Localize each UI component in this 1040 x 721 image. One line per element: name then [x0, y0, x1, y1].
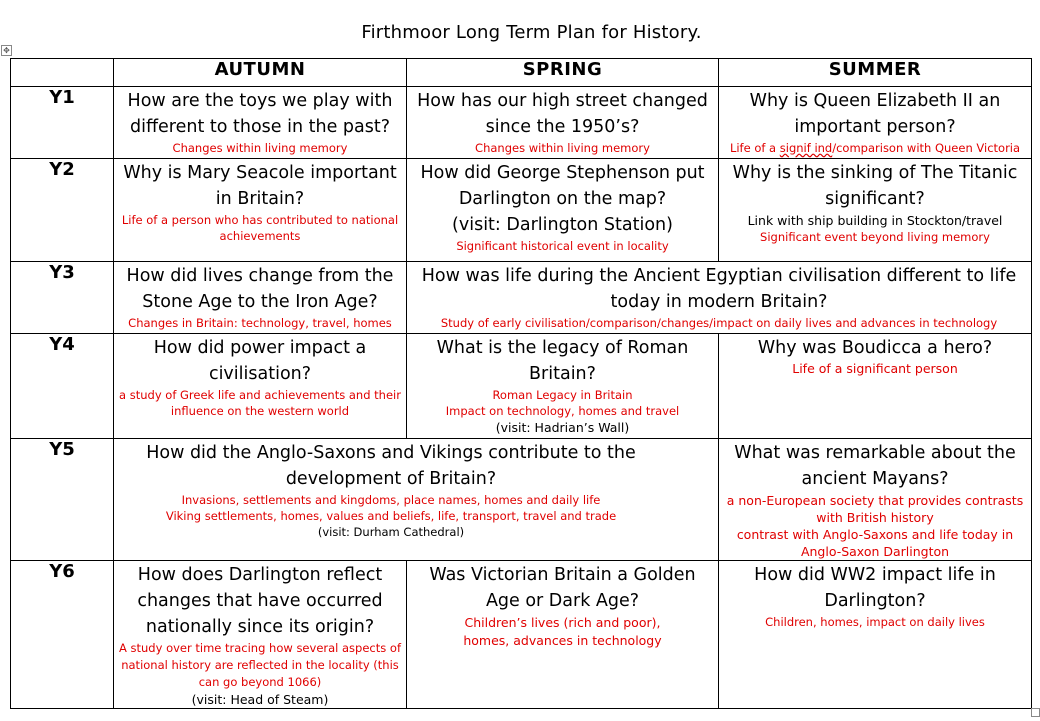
question: How does Darlington reflect changes that have occurred nationally since its origin? [137, 565, 383, 637]
table-row [11, 87, 1032, 159]
table-row [11, 561, 1032, 709]
question: How has our high street changed since the 1950’s? [417, 91, 708, 137]
note: a non-European society that provides contrasts with British history [726, 493, 1024, 525]
cell-y4-autumn [114, 334, 407, 439]
question: How are the toys we play with different to those in the past? [127, 91, 393, 137]
year-label: Y1 [11, 87, 114, 159]
note: Invasions, settlements and kingdoms, place names, homes and daily life [181, 493, 601, 507]
note: Children’s lives (rich and poor), homes, advances in technology [463, 615, 662, 648]
cell-y1-spring [407, 87, 719, 159]
cell-y4-summer [719, 334, 1032, 439]
spellcheck-flag: signif ind [779, 141, 833, 155]
cell-y5-summer [719, 439, 1032, 561]
header-autumn: AUTUMN [114, 59, 407, 87]
note: contrast with Anglo-Saxons and life today in Anglo-Saxon Darlington [736, 527, 1014, 559]
question: What was remarkable about the ancient Mayans? [734, 443, 1016, 489]
note: Life of a significant person [792, 361, 958, 376]
cell-y6-spring [407, 561, 719, 709]
cell-y3-autumn [114, 262, 407, 334]
note: Significant historical event in locality [456, 239, 669, 253]
cell-y6-summer [719, 561, 1032, 709]
document-title: Firthmoor Long Term Plan for History. [361, 22, 702, 43]
visit: (visit: Head of Steam) [191, 692, 329, 707]
question: How did George Stephenson put Darlington on the map? [420, 163, 705, 209]
cell-y1-autumn [114, 87, 407, 159]
corner-cell [11, 59, 114, 87]
visit: (visit: Hadrian’s Wall) [495, 420, 630, 435]
note: a study of Greek life and achievements and their influence on the western world [119, 388, 401, 418]
cell-y3-spring-summer [407, 262, 1032, 334]
note: Viking settlements, homes, values and beliefs, life, transport, travel and trade [165, 509, 617, 523]
history-plan-table [10, 58, 1032, 709]
year-label: Y5 [11, 439, 114, 561]
question: How did lives change from the Stone Age to the Iron Age? [126, 266, 394, 312]
note: Significant event beyond living memory [760, 230, 990, 244]
table-row [11, 439, 1032, 561]
visit: (visit: Darlington Station) [452, 215, 673, 235]
question: How was life during the Ancient Egyptian civilisation different to life today in modern Britain? [421, 266, 1017, 312]
year-label: Y3 [11, 262, 114, 334]
header-summer: SUMMER [719, 59, 1032, 87]
note: A study over time tracing how several aspects of national history are reflected in the locality (this can go beyond 1066) [119, 641, 401, 689]
note-part: Life of a [729, 141, 780, 155]
question: How did the Anglo-Saxons and Vikings contribute to the development of Britain? [146, 443, 636, 489]
note: Changes within living memory [475, 141, 650, 155]
year-label: Y6 [11, 561, 114, 709]
cell-y2-autumn [114, 159, 407, 262]
table-row [11, 159, 1032, 262]
note: Roman Legacy in Britain [492, 388, 633, 402]
question: How did WW2 impact life in Darlington? [754, 565, 996, 611]
header-row [11, 59, 1032, 87]
note: Children, homes, impact on daily lives [765, 615, 985, 629]
question: Why is Mary Seacole important in Britain? [123, 163, 397, 209]
cell-y2-spring [407, 159, 719, 262]
cell-y1-summer [719, 87, 1032, 159]
cell-y6-autumn [114, 561, 407, 709]
note: Life of a person who has contributed to national achievements [121, 213, 399, 243]
link-note: Link with ship building in Stockton/travel [747, 213, 1003, 228]
note: Study of early civilisation/comparison/changes/impact on daily lives and advances in technology [440, 316, 998, 330]
note [722, 140, 1028, 156]
cell-y5-autumn-spring [114, 439, 719, 561]
note-part: /comparison with Queen Victoria [832, 141, 1021, 155]
question: Why is the sinking of The Titanic significant? [732, 163, 1018, 209]
note: Changes in Britain: technology, travel, homes [128, 316, 392, 330]
table-resize-handle-icon[interactable] [1031, 708, 1040, 717]
header-spring: SPRING [407, 59, 719, 87]
question: What is the legacy of Roman Britain? [436, 338, 689, 384]
cell-y2-summer [719, 159, 1032, 262]
question: Why was Boudicca a hero? [757, 338, 993, 358]
year-label: Y2 [11, 159, 114, 262]
table-row [11, 334, 1032, 439]
table-row [11, 262, 1032, 334]
note: Impact on technology, homes and travel [445, 404, 680, 418]
question: Was Victorian Britain a Golden Age or Dark Age? [429, 565, 696, 611]
question: Why is Queen Elizabeth II an important person? [749, 91, 1001, 137]
visit: (visit: Durham Cathedral) [317, 525, 465, 539]
table-move-handle-icon[interactable]: ✥ [1, 45, 12, 56]
cell-y4-spring [407, 334, 719, 439]
question: How did power impact a civilisation? [153, 338, 367, 384]
year-label: Y4 [11, 334, 114, 439]
note: Changes within living memory [172, 141, 348, 155]
